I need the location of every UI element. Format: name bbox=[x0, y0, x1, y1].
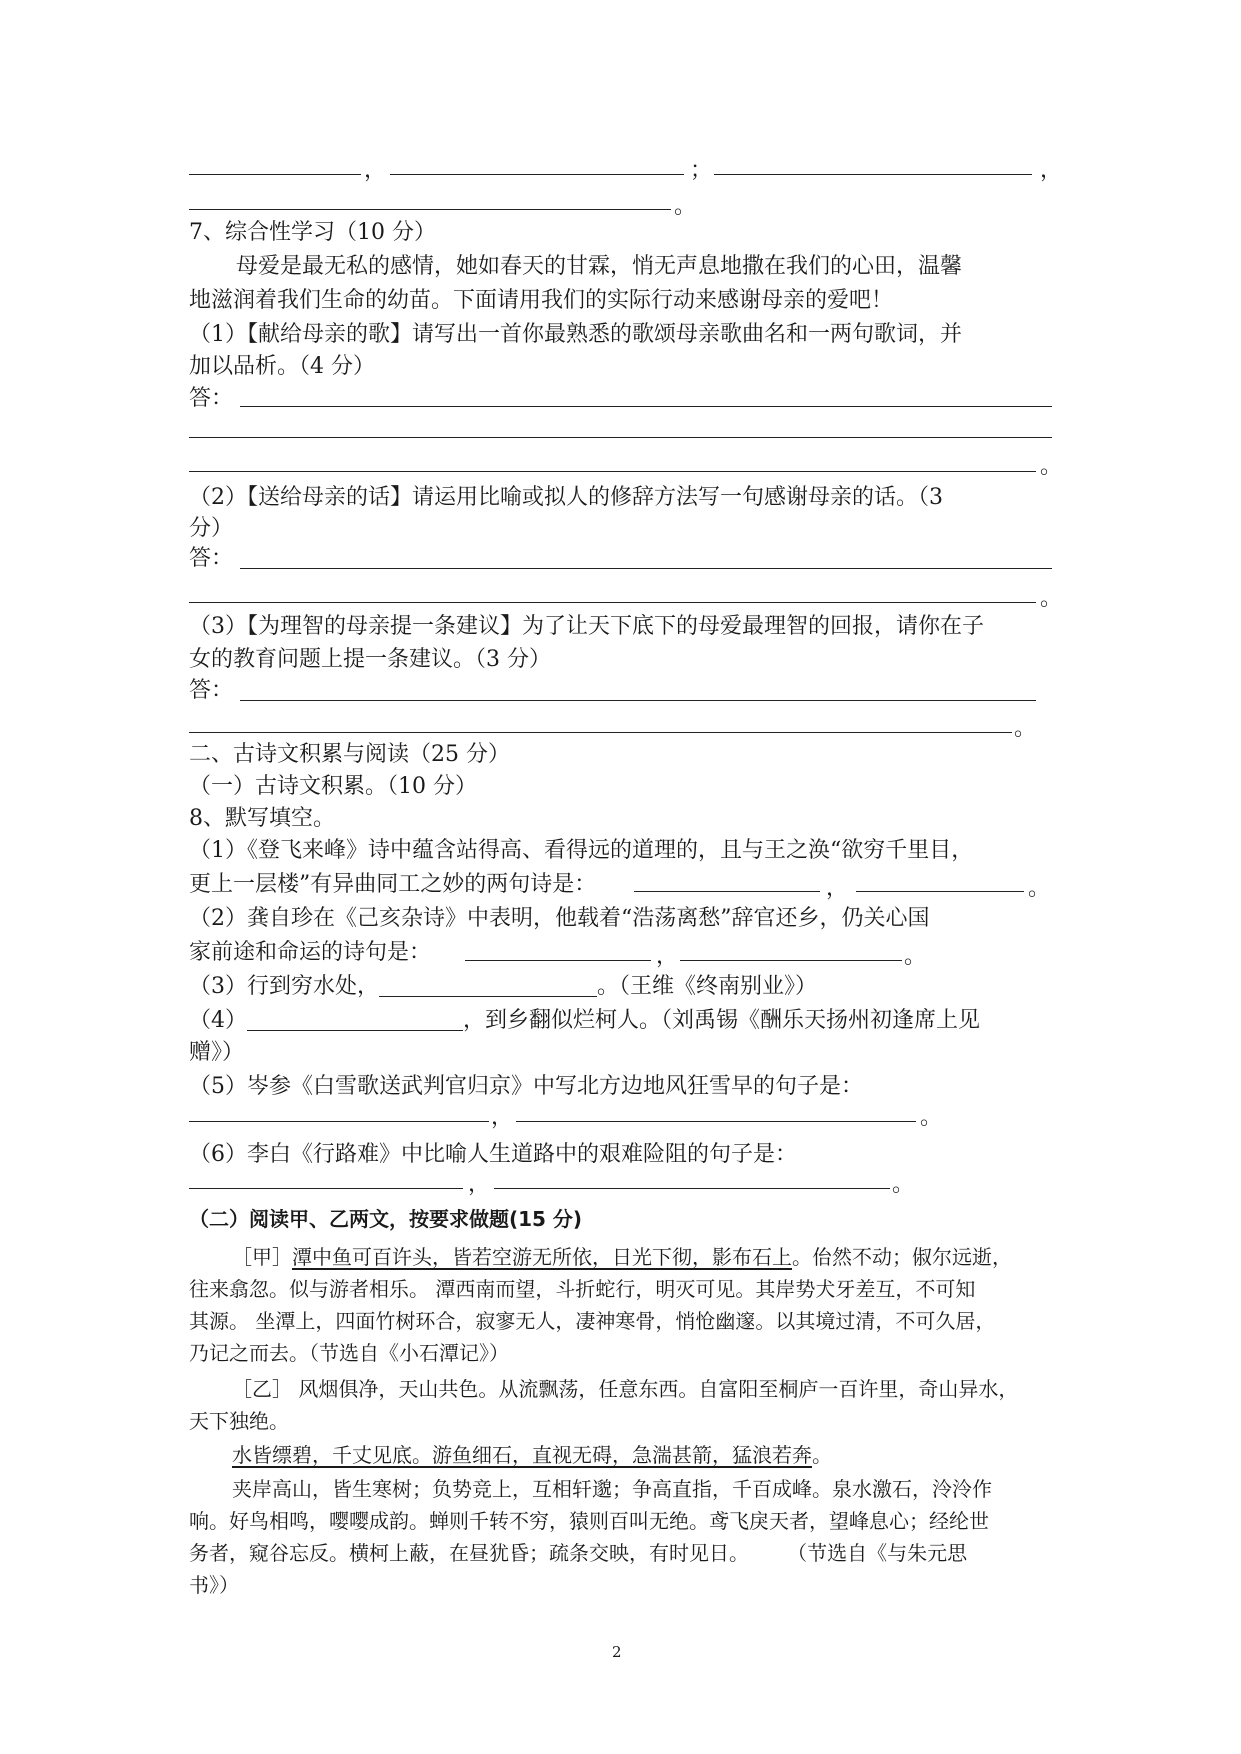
item-3 bbox=[189, 970, 1059, 1004]
punctuation: ， bbox=[491, 1105, 514, 1130]
answer-label: 答： bbox=[189, 386, 234, 411]
item-4-num: （4） bbox=[189, 1008, 247, 1033]
blank-line[interactable] bbox=[247, 1008, 463, 1031]
punctuation: 。 bbox=[892, 1172, 915, 1197]
punctuation: 。 bbox=[674, 194, 697, 219]
item-4 bbox=[189, 1004, 1059, 1038]
answer-line[interactable] bbox=[189, 471, 1036, 472]
passage-yi-line: 书》） bbox=[189, 1573, 239, 1597]
page-number: 2 bbox=[612, 1643, 622, 1661]
blank-line[interactable] bbox=[494, 1188, 890, 1189]
answer-label: 答： bbox=[189, 546, 234, 571]
punctuation: ； bbox=[690, 158, 713, 183]
punctuation: 。 bbox=[904, 944, 927, 969]
item-1-cont: 更上一层楼”有异曲同工之妙的两句诗是： bbox=[189, 872, 597, 897]
punctuation: ， bbox=[468, 1172, 491, 1197]
blank-line[interactable] bbox=[189, 209, 671, 210]
subsection-title: （一）古诗文积累。（10 分） bbox=[189, 774, 477, 799]
answer-line[interactable] bbox=[189, 437, 1052, 438]
paragraph-line: 母爱是最无私的感情，她如春天的甘霖，悄无声息地撒在我们的心田，温馨 bbox=[236, 254, 963, 279]
item-3-text: （3）行到穷水处， bbox=[189, 974, 379, 999]
blank-line[interactable] bbox=[189, 174, 361, 175]
passage-jia-line: 往来翕忽。似与游者相乐。 潭西南而望，斗折蛇行，明灭可见。其岸势犬牙差互，不可知 bbox=[189, 1277, 976, 1301]
blank-line[interactable] bbox=[379, 974, 597, 997]
underlined-sentence: 潭中鱼可百许头，皆若空游无所依，日光下彻，影布石上 bbox=[292, 1245, 792, 1269]
punctuation: 。 bbox=[1014, 716, 1037, 741]
passage-text: 。 bbox=[812, 1443, 832, 1467]
answer-label: 答： bbox=[189, 678, 234, 703]
passage-jia-line: 其源。 坐潭上，四面竹树环合，寂寥无人，凄神寒骨，悄怆幽邃。以其境过清，不可久居， bbox=[189, 1309, 996, 1333]
punctuation: ， bbox=[656, 944, 679, 969]
passage-yi-line: 天下独绝。 bbox=[189, 1409, 289, 1433]
item-4-cont: 赠》） bbox=[189, 1040, 245, 1065]
reading-title: （二）阅读甲、乙两文，按要求做题(15 分) bbox=[189, 1207, 583, 1231]
blank-line[interactable] bbox=[680, 960, 902, 961]
question-title: 8、默写填空。 bbox=[189, 806, 335, 831]
punctuation: ， bbox=[1040, 158, 1063, 183]
item-3-source: 。（王维《终南别业》） bbox=[597, 974, 818, 999]
question-title: 7、综合性学习（10 分） bbox=[189, 220, 436, 245]
blank-line[interactable] bbox=[634, 891, 820, 892]
subquestion-2: （2）【送给母亲的话】请运用比喻或拟人的修辞方法写一句感谢母亲的话。（3 bbox=[189, 485, 943, 510]
passage-text: 。佁然不动；俶尔远逝， bbox=[792, 1245, 1012, 1269]
answer-line[interactable] bbox=[189, 732, 1012, 733]
punctuation: 。 bbox=[1028, 876, 1051, 901]
passage-jia-line bbox=[232, 1240, 1102, 1274]
passage-yi-line: ［乙］ 风烟俱净，天山共色。从流飘荡，任意东西。自富阳至桐庐一百许里，奇山异水， bbox=[232, 1377, 1019, 1401]
blank-line[interactable] bbox=[856, 891, 1024, 892]
blank-line[interactable] bbox=[465, 960, 651, 961]
blank-line[interactable] bbox=[390, 174, 684, 175]
item-4-text: ，到乡翻似烂柯人。（刘禹锡《酬乐天扬州初逢席上见 bbox=[463, 1008, 981, 1033]
passage-jia-line: 乃记之而去。（节选自《小石潭记》） bbox=[189, 1341, 509, 1365]
answer-line[interactable] bbox=[240, 568, 1052, 569]
subquestion-1: （1）【献给母亲的歌】请写出一首你最熟悉的歌颂母亲歌曲名和一两句歌词，并 bbox=[189, 322, 962, 347]
punctuation: 。 bbox=[1040, 586, 1063, 611]
passage-yi-line: 夹岸高山，皆生寒树；负势竞上，互相轩邈；争高直指，千百成峰。泉水激石，泠泠作 bbox=[232, 1477, 992, 1501]
blank-line[interactable] bbox=[189, 1121, 489, 1122]
punctuation: 。 bbox=[920, 1105, 943, 1130]
section-title: 二、古诗文积累与阅读（25 分） bbox=[189, 742, 510, 767]
passage-yi-line: 务者，窥谷忘反。横柯上蔽，在昼犹昏；疏条交映，有时见日。 （节选自《与朱元思 bbox=[189, 1541, 968, 1565]
underlined-sentence: 水皆缥碧，千丈见底。游鱼细石，直视无碍，急湍甚箭，猛浪若奔 bbox=[232, 1443, 812, 1467]
answer-line[interactable] bbox=[240, 700, 1036, 701]
item-2-cont: 家前途和命运的诗句是： bbox=[189, 940, 432, 965]
passage-yi-line: 响。好鸟相鸣，嘤嘤成韵。蝉则千转不穷，猿则百叫无绝。鸢飞戾天者，望峰息心；经纶世 bbox=[189, 1509, 989, 1533]
answer-line[interactable] bbox=[240, 406, 1052, 407]
subquestion-1-cont: 加以品析。（4 分） bbox=[189, 354, 375, 379]
item-5: （5）岑参《白雪歌送武判官归京》中写北方边地风狂雪早的句子是： bbox=[189, 1074, 863, 1099]
subquestion-3-cont: 女的教育问题上提一条建议。（3 分） bbox=[189, 647, 551, 672]
passage-yi-line bbox=[232, 1438, 1102, 1472]
punctuation: ， bbox=[364, 158, 387, 183]
paragraph-line: 地滋润着我们生命的幼苗。下面请用我们的实际行动来感谢母亲的爱吧！ bbox=[189, 288, 894, 313]
item-1: （1）《登飞来峰》诗中蕴含站得高、看得远的道理的，且与王之涣“欲穷千里目， bbox=[189, 838, 974, 863]
blank-line[interactable] bbox=[189, 1188, 463, 1189]
item-6: （6）李白《行路难》中比喻人生道路中的艰难险阻的句子是： bbox=[189, 1142, 797, 1167]
answer-line[interactable] bbox=[189, 602, 1036, 603]
blank-line[interactable] bbox=[516, 1121, 916, 1122]
subquestion-3: （3）【为理智的母亲提一条建议】为了让天下底下的母爱最理智的回报，请你在子 bbox=[189, 614, 984, 639]
subquestion-2-cont: 分） bbox=[189, 516, 234, 541]
punctuation: ， bbox=[826, 876, 849, 901]
blank-line[interactable] bbox=[714, 174, 1032, 175]
passage-tag: ［甲］ bbox=[232, 1245, 292, 1269]
item-2: （2）龚自珍在《己亥杂诗》中表明，他载着“浩荡离愁”辞官还乡，仍关心国 bbox=[189, 906, 930, 931]
punctuation: 。 bbox=[1040, 454, 1063, 479]
